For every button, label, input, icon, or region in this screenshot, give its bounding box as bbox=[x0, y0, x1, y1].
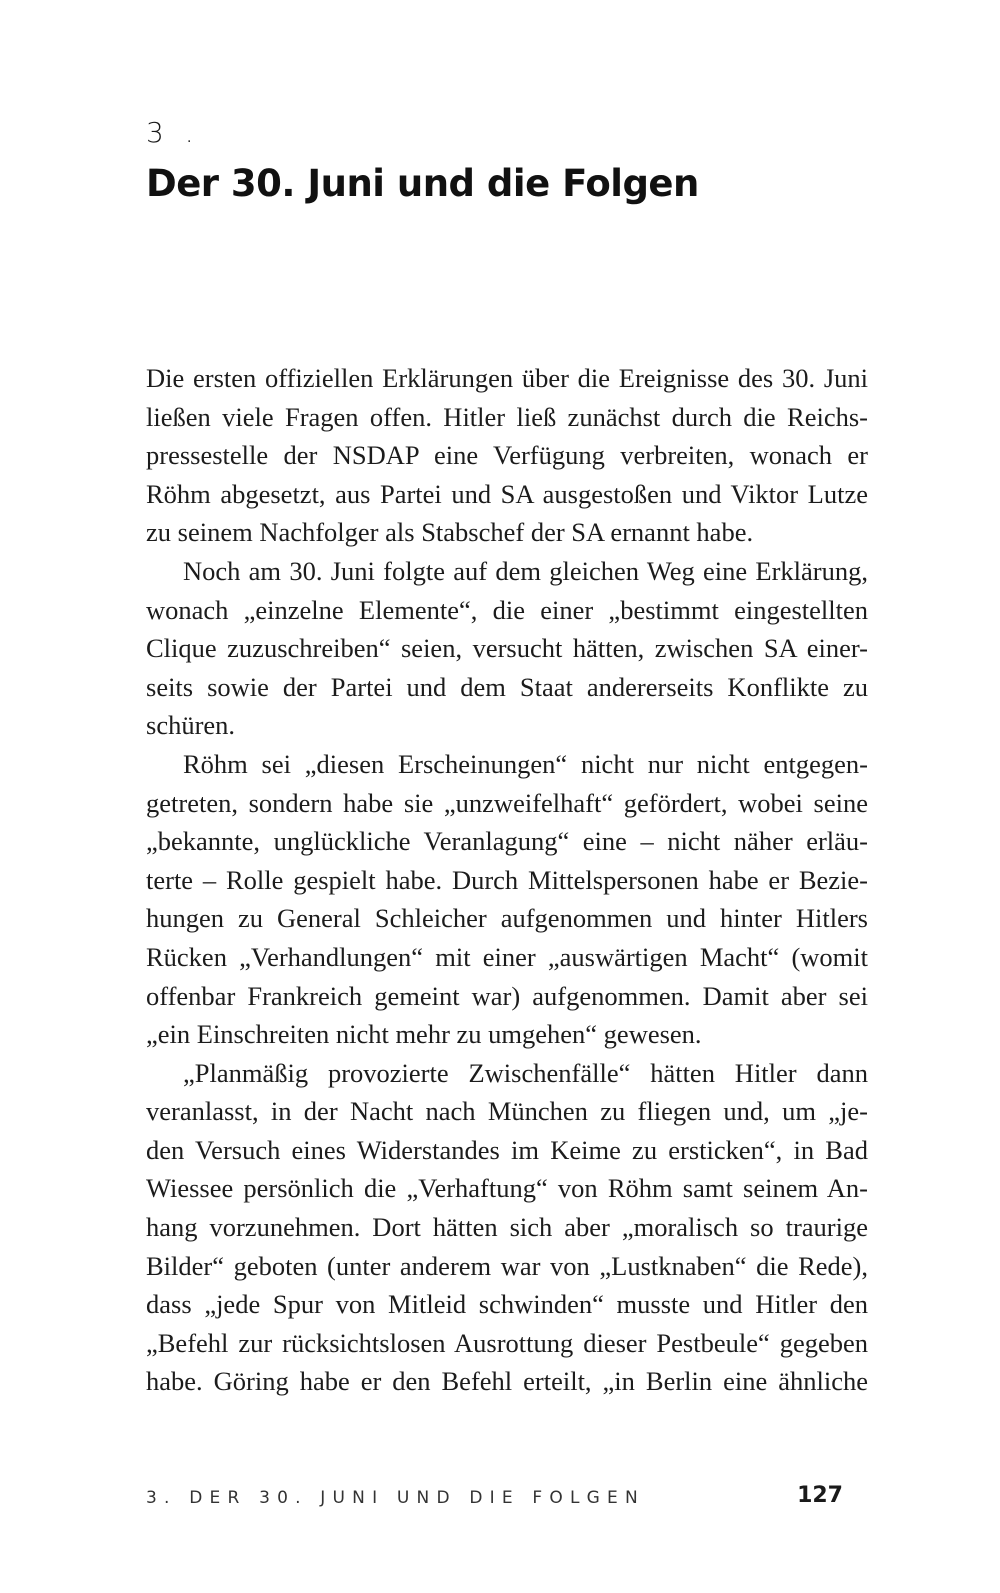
text-line: habe. Göring habe er den Befehl erteilt, „in Berlin eine ähnliche bbox=[146, 1366, 868, 1397]
text-line: „bekannte, unglückliche Veranlagung“ eine – nicht näher erläu- bbox=[146, 826, 868, 857]
text-line: Röhm sei „diesen Erscheinungen“ nicht nur nicht entgegen- bbox=[183, 748, 868, 779]
chapter-title: Der 30. Juni und die Folgen bbox=[146, 162, 699, 205]
text-line: Die ersten offiziellen Erklärungen über die Ereignisse des 30. Juni bbox=[146, 363, 868, 393]
body-text bbox=[146, 359, 868, 1401]
text-line: Röhm abgesetzt, aus Partei und SA ausgestoßen und Viktor Lutze bbox=[146, 478, 868, 509]
text-line: wonach „einzelne Elemente“, die einer „bestimmt eingestellten bbox=[146, 594, 868, 625]
text-line: Clique zuzuschreiben“ seien, versucht hätten, zwischen SA einer- bbox=[146, 633, 868, 664]
text-line: „ein Einschreiten nicht mehr zu umgehen“ gewesen. bbox=[146, 1019, 702, 1050]
text-line: den Versuch eines Widerstandes im Keime zu ersticken“, in Bad bbox=[146, 1134, 868, 1165]
text-line: Rücken „Verhandlungen“ mit einer „auswärtigen Macht“ (womit bbox=[146, 941, 868, 972]
text-line: hang vorzunehmen. Dort hätten sich aber „moralisch so traurige bbox=[146, 1212, 868, 1243]
text-line: schüren. bbox=[146, 710, 236, 741]
text-line: seits sowie der Partei und dem Staat andererseits Konflikte zu bbox=[146, 671, 868, 702]
text-line: pressestelle der NSDAP eine Verfügung verbreiten, wonach er bbox=[146, 440, 868, 471]
text-line: „Befehl zur rücksichtslosen Ausrottung dieser Pestbeule“ gegeben bbox=[146, 1327, 868, 1358]
chapter-number: 3 . bbox=[146, 116, 200, 149]
text-line: terte – Rolle gespielt habe. Durch Mittelspersonen habe er Bezie- bbox=[146, 864, 868, 895]
running-head: 3. DER 30. JUNI UND DIE FOLGEN bbox=[146, 1488, 645, 1508]
text-line: Noch am 30. Juni folgte auf dem gleichen Weg eine Erklärung, bbox=[183, 555, 868, 586]
text-line: veranlasst, in der Nacht nach München zu fliegen und, um „je- bbox=[146, 1096, 868, 1127]
text-line: „Planmäßig provozierte Zwischenfälle“ hätten Hitler dann bbox=[183, 1057, 868, 1088]
text-line: getreten, sondern habe sie „unzweifelhaft“ gefördert, wobei seine bbox=[146, 787, 868, 818]
text-line: dass „jede Spur von Mitleid schwinden“ musste und Hitler den bbox=[146, 1289, 868, 1320]
text-line: zu seinem Nachfolger als Stabschef der SA ernannt habe. bbox=[146, 517, 754, 548]
text-line: ließen viele Fragen offen. Hitler ließ zunächst durch die Reichs- bbox=[146, 401, 868, 432]
text-line: Wiessee persönlich die „Verhaftung“ von Röhm samt seinem An- bbox=[146, 1173, 868, 1204]
text-line: offenbar Frankreich gemeint war) aufgenommen. Damit aber sei bbox=[146, 980, 868, 1011]
page-number: 127 bbox=[797, 1483, 843, 1508]
text-line: Bilder“ geboten (unter anderem war von „Lustknaben“ die Rede), bbox=[146, 1250, 868, 1281]
text-line: hungen zu General Schleicher aufgenommen und hinter Hitlers bbox=[146, 903, 868, 934]
